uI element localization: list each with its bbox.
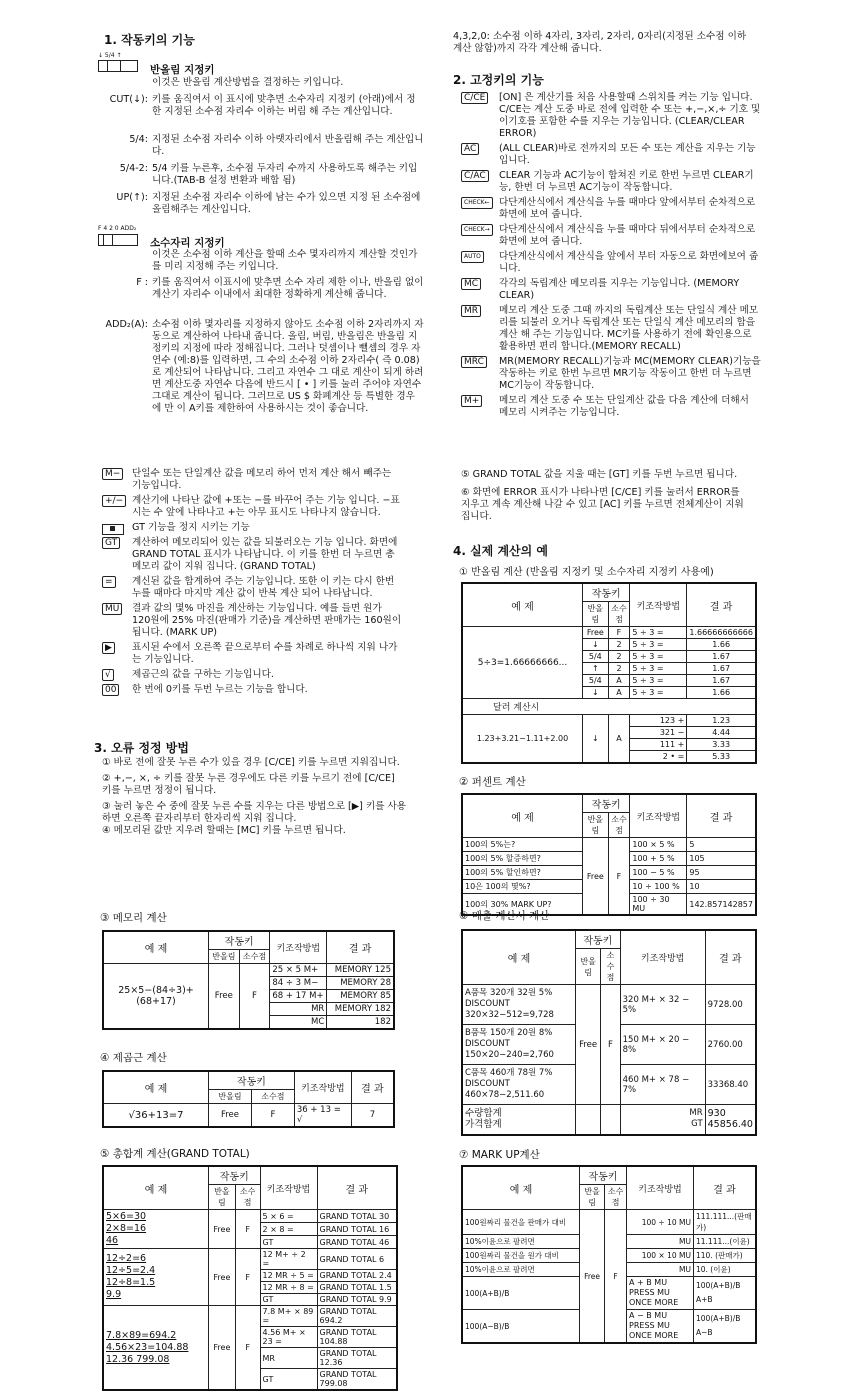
table-cell: GRAND TOTAL 16 xyxy=(317,1223,397,1236)
col-result: 결 과 xyxy=(351,1071,394,1104)
key-item xyxy=(102,537,402,573)
percent-calc-table: 예 제 작동키 키조작방법 결 과 반올림 소수점 100의 5%는? Free F 100 × 5 % 5 100의 5% 할증하면? 100 + 5 % 105 100의 5% 할인하면? 100 − 5 % 95 10은 100의 몇%? 10 ÷ 100 % 10 100의 30% MARK UP? 100 ÷ 30 MU 142.857142857 xyxy=(461,793,757,916)
key-item xyxy=(102,495,402,519)
table-cell: GRAND TOTAL 9.9 xyxy=(317,1294,397,1306)
table-cell: 5÷3=1.66666666... xyxy=(462,627,583,699)
key-desc: (ALL CLEAR)바로 전까지의 모든 수 또는 계산을 지우는 기능 입니다. xyxy=(499,143,756,166)
table-cell: 930 45856.40 xyxy=(705,1105,756,1135)
table-cell: 7 xyxy=(351,1104,394,1128)
cut-text: 키를 움직여서 이 표시에 맞추면 소수자리 지정키 (아래)에서 정한 지정된 소수점 자리수 이하는 버림 해 주는 계산입니다. xyxy=(152,94,416,117)
key-item xyxy=(102,522,402,534)
five-four-label: 5/4: xyxy=(129,134,148,145)
key-item xyxy=(102,468,402,492)
key-desc: 다단계산식에서 계산식을 누를 때마다 뒤에서부터 순차적으로 화면에 보여 줍니다. xyxy=(499,224,756,247)
col-keys: 작동키 xyxy=(209,1166,261,1185)
table-cell: 84 ÷ 3 M− xyxy=(270,977,327,990)
col-method: 키조작방법 xyxy=(630,583,687,627)
markup-calc-title: ⑦ MARK UP계산 xyxy=(459,1149,540,1161)
table-cell: 12÷2=6 12÷5=2.4 12÷8=1.5 9.9 xyxy=(103,1249,209,1306)
double-zero-key[interactable]: 00 xyxy=(102,684,119,696)
col-result: 결 과 xyxy=(317,1166,397,1210)
table-cell: MR GT xyxy=(620,1105,705,1135)
table-cell: GT xyxy=(260,1236,317,1249)
table-cell: 100(A+B)/B A+B xyxy=(694,1277,757,1310)
key-item xyxy=(461,305,761,353)
key-function-list xyxy=(102,468,402,699)
table-cell: A품목 320개 32원 5% DISCOUNT 320×32−512=9,728 xyxy=(462,985,576,1025)
five-four-two-text: 5/4 키를 누른후, 소수점 두자리 수까지 사용하도록 해주는 키입니다.(TAB-B 설정 변환과 배합 됨) xyxy=(152,163,418,186)
dollar-row-label: 달러 계산시 xyxy=(462,699,756,715)
col-keys: 작동키 xyxy=(576,930,621,949)
sqrt-calc-title: ④ 제곱근 계산 xyxy=(100,1052,167,1064)
table-cell: MEMORY 85 xyxy=(327,990,394,1003)
table-cell: 25 × 5 M+ xyxy=(270,964,327,977)
auto-key[interactable]: AUTO xyxy=(461,251,484,263)
col-method: 키조작방법 xyxy=(270,931,327,964)
key-item xyxy=(461,356,761,392)
table-cell: GT xyxy=(260,1369,317,1391)
table-cell: GRAND TOTAL 694.2 xyxy=(317,1306,397,1327)
table-cell: F xyxy=(251,1104,294,1128)
table-cell: MR xyxy=(270,1003,327,1016)
table-cell: 2 × 8 = xyxy=(260,1223,317,1236)
gt-key[interactable]: GT xyxy=(102,537,120,549)
five-four-two-label: 5/4-2: xyxy=(119,163,148,174)
up-text: 지정된 소수점 자리수 이하에 남는 수가 있으면 지정 된 소수점에 올림해주는 계산입니다. xyxy=(152,192,421,215)
col-dec: 소수점 xyxy=(235,1185,260,1210)
key-desc: GT 기능을 정지 시키는 기능 xyxy=(132,522,250,533)
check-back-key[interactable]: CHECK← xyxy=(461,197,493,209)
col-keys: 작동키 xyxy=(209,931,270,950)
col-dec: 소수점 xyxy=(239,950,270,964)
key-item xyxy=(102,669,402,681)
c-ce-key[interactable]: C/CE xyxy=(461,92,488,104)
col-result: 결 과 xyxy=(327,931,394,964)
col-dec: 소수점 xyxy=(251,1090,294,1104)
table-cell: C품목 460개 78원 7% DISCOUNT 460×78−2,511.60 xyxy=(462,1065,576,1105)
key-desc: 계산기에 나타난 값에 +또는 −를 바꾸어 주는 기능 입니다. −표시는 수 앞에 나타나고 +는 아무 표시도 나타나지 않습니다. xyxy=(132,495,400,518)
grand-total-table: 예 제 작동키 키조작방법 결 과 반올림 소수점 5×6=30 2×8=16 46 Free F 5 × 6 = GRAND TOTAL 30 2 × 8 = GRAND TOTAL 16 GT GRAND TOTAL 46 12÷2=6 12÷5=2.4 12÷8=1.5 9.9 Free F 12 M+ ÷ 2 = GRAND TOTAL 6 12 MR ÷ 5 = GRAND TOTAL 2.4 12 MR ÷ 8 = GRAND TOTAL 1.5 GT GRAND TOTAL 9.9 7.8×89=694.2 4.56×23=104.88 12.36 799.08 Free F 7.8 M+ × 89 = GRAND TOTAL 694.2 4.56 M+ × 23 = GRAND TOTAL 104.88 MR GRAND TOTAL 12.36 GT GRAND TOTAL 799.08 xyxy=(102,1165,398,1391)
table-cell: 100(A+B)/B A−B xyxy=(694,1310,757,1344)
table-cell: 12 MR ÷ 5 = xyxy=(260,1270,317,1282)
check-forward-key[interactable]: CHECK→ xyxy=(461,224,493,236)
table-cell: √36+13=7 xyxy=(103,1104,209,1128)
col-method: 키조작방법 xyxy=(627,1166,694,1210)
markup-calc-table: 예 제 작동키 키조작방법 결 과 반올림 소수점 100원짜리 물건을 판매가 대비 Free F 100 ÷ 10 MU 111.111...(판매가) 10%이윤으로 팔려면 MU 11.111...(이윤) 100원짜리 물건을 원가 대비 100 × 10 MU 110. (판매가) 10%이윤으로 팔려면 MU 10. (이윤) 100(A+B)/B A + B MU PRESS MU ONCE MORE 100(A+B)/B A+B 100(A−B)/B A − B MU PRESS MU ONCE MORE 100(A+B)/B A−B xyxy=(461,1165,757,1344)
rounding-switch-icon[interactable] xyxy=(98,60,138,72)
table-cell: 68 + 17 M+ xyxy=(270,990,327,1003)
cut-label: CUT(↓): xyxy=(109,94,148,105)
five-four-text: 지정된 소수점 자리수 이하 아랫자리에서 반올림해 주는 계산입니다. xyxy=(152,134,424,157)
col-result: 결 과 xyxy=(694,1166,757,1210)
table-cell: Free xyxy=(209,964,240,1030)
col-example: 예 제 xyxy=(462,794,583,838)
key-desc: 다단계산식에서 계산식을 누를 때마다 앞에서부터 순차적으로 화면에 보여 줍니다. xyxy=(499,197,756,220)
key-desc: 제곱근의 값을 구하는 기능입니다. xyxy=(132,669,274,680)
key-desc: 단일수 또는 단일계산 값을 메모리 하어 먼저 계산 해서 빼주는 기능입니다. xyxy=(132,468,392,491)
table-cell: MEMORY 182 xyxy=(327,1003,394,1016)
table-cell: GRAND TOTAL 6 xyxy=(317,1249,397,1270)
col-keys: 작동키 xyxy=(583,583,630,602)
decimal-switch-ticks: F 4 2 0 ADD₂ xyxy=(98,225,137,232)
key-item xyxy=(461,224,761,248)
table-cell: F xyxy=(239,964,270,1030)
mu-key[interactable]: MU xyxy=(102,603,122,615)
table-cell: 1.23+3.21−1.11+2.00 xyxy=(462,715,583,764)
backspace-key[interactable]: ▶ xyxy=(102,642,115,654)
section3-title: 3. 오류 정정 방법 xyxy=(94,741,189,755)
section2-title: 2. 고정키의 기능 xyxy=(453,73,544,87)
table-cell: 36 + 13 = √ xyxy=(294,1104,351,1128)
table-cell: MEMORY 28 xyxy=(327,977,394,990)
equals-key[interactable]: = xyxy=(102,576,116,588)
table-cell: A − B MU PRESS MU ONCE MORE xyxy=(627,1310,694,1344)
rounding-switch-ticks: ↓ 5/4 ↑ xyxy=(98,52,122,59)
key-desc: 계신된 값을 합계하여 주는 기능입니다. 또한 이 키는 다시 한번 누를 때마다 마지막 계산 값이 반복 계산 되어 나타납니다. xyxy=(132,576,395,599)
plus-minus-key[interactable]: +/− xyxy=(102,495,126,507)
key-desc: MR(MEMORY RECALL)기능과 MC(MEMORY CLEAR)기능을 작동하는 키로 한번 누르면 MR기능 작동이고 한번 더 누르면 MC기능이 작동합니다. xyxy=(499,356,761,391)
table-cell: 5×6=30 2×8=16 46 xyxy=(103,1210,209,1249)
col-round: 반올림 xyxy=(576,949,601,985)
up-label: UP(↑): xyxy=(116,192,148,203)
rounding-calc-title: ① 반올림 계산 (반올림 지정키 및 소수자리 지정키 사용예) xyxy=(459,567,714,578)
col-round: 반올림 xyxy=(583,602,609,627)
mrc-key[interactable]: MRC xyxy=(461,356,487,368)
table-cell: Free xyxy=(209,1104,252,1128)
key-desc: 계산하여 메모리되어 있는 값을 되불러오는 기능 입니다. 화면에 GRAND TOTAL 표시가 나타납니다. 이 키를 한번 더 누르면 총 메모리 값이 지워 집니다. (GRAND TOTAL) xyxy=(132,537,398,572)
col-dec: 소수점 xyxy=(608,602,630,627)
col-keys: 작동키 xyxy=(580,1166,627,1185)
col-example: 예 제 xyxy=(462,930,576,985)
key-item xyxy=(461,278,761,302)
col-round: 반올림 xyxy=(209,950,240,964)
table-cell: MEMORY 125 xyxy=(327,964,394,977)
table-cell: 7.8 M+ × 89 = xyxy=(260,1306,317,1327)
col-round: 반올림 xyxy=(209,1185,236,1210)
rounding-key-name: 반올림 지정키 xyxy=(150,64,215,76)
list-item: ① 바로 전에 잘못 누른 수가 있을 경우 [C/CE] 키를 누르면 지워집니다. xyxy=(102,757,400,768)
col-keys: 작동키 xyxy=(209,1071,295,1090)
fixed-key-list xyxy=(461,92,761,422)
decimal-desc: 이것은 소수점 이하 계산을 할때 소수 몇자리까지 계산할 것인가를 미리 지정해 주는 키입니다. xyxy=(152,249,418,272)
rounding-calc-table: 예 제 작동키 키조작방법 결 과 반올림 소수점 5÷3=1.66666666... Free F 5 ÷ 3 = 1.66666666666 ↓ 2 5 ÷ 3 = 1.66 5/4 2 5 ÷ 3 = 1.67 ↑ 2 5 ÷ 3 = 1.67 5/4 A 5 ÷ 3 = 1.67 ↓ A 5 ÷ 3 = 1.66 달러 계산시 1.23+3.21−1.11+2.00 ↓ A 123 + 1.23 321 − 4.44 111 + 3.33 2 • = 5.33 xyxy=(461,582,757,764)
col-result: 결 과 xyxy=(687,794,756,838)
mc-key[interactable]: MC xyxy=(461,278,481,290)
col-example: 예 제 xyxy=(462,1166,580,1210)
col-example: 예 제 xyxy=(103,1166,209,1210)
col-round: 반올림 xyxy=(580,1185,605,1210)
key-item xyxy=(102,576,402,600)
f-text: 키를 움직여서 이표시에 맞추면 소수 자리 제한 이나, 반올림 없이 계산기 자리수 이내에서 최대한 정확하게 계산해 줍니다. xyxy=(152,277,424,300)
list-item: ③ 눌러 놓은 수 중에 잘못 누른 수를 지우는 다른 방법으로 [▶] 키를 사용하면 오른쪽 끝자리부터 한자리씩 지워 집니다. xyxy=(102,801,407,824)
sqrt-calc-table xyxy=(102,1070,395,1128)
col-round: 반올림 xyxy=(209,1090,252,1104)
key-item xyxy=(102,603,402,639)
key-item xyxy=(461,197,761,221)
key-item xyxy=(461,92,761,140)
key-desc: CLEAR 기능과 AC기능이 합쳐진 키로 한번 누르면 CLEAR기능, 한번 더 누르면 AC기능이 작동합니다. xyxy=(499,170,754,193)
key-desc: 표시된 수에서 오른쪽 끝으로부터 수를 차례로 하나씩 지워 나가는 기능입니다. xyxy=(132,642,398,665)
list-item: ④ 메모리된 값만 지우려 할때는 [MC] 키를 누르면 됩니다. xyxy=(102,825,346,836)
c-ac-key[interactable]: C/AC xyxy=(461,170,489,182)
key-item xyxy=(102,684,402,696)
f-label: F : xyxy=(136,277,148,288)
memory-calc-table xyxy=(102,930,395,1030)
col-round: 반올림 xyxy=(583,813,609,838)
section4-title: 4. 실제 계산의 예 xyxy=(453,544,548,558)
col-example: 예 제 xyxy=(103,1071,209,1104)
key-desc: [ON] 은 계산기를 처음 사용할때 스위치를 켜는 기능 입니다. C/CE는 계산 도중 바로 전에 입력한 수 또는 +,−,×,÷ 기호 및 이기호를 포함한 수를 지우는 기능입니다. (CLEAR/CLEAR ERROR) xyxy=(499,92,761,139)
decimal-switch-icon[interactable] xyxy=(98,234,138,246)
key-item xyxy=(461,143,761,167)
table-cell: GRAND TOTAL 799.08 xyxy=(317,1369,397,1391)
mr-key[interactable]: MR xyxy=(461,305,481,317)
error-note: ⑥ 화면에 ERROR 표시가 나타나면 [C/CE] 키를 눌러서 ERROR를 지우고 계속 계산해 나갈 수 있고 [AC] 키를 누르면 전체계산이 지워 집니다. xyxy=(461,487,744,522)
col-method: 키조작방법 xyxy=(294,1071,351,1104)
ac-key[interactable]: AC xyxy=(461,143,479,155)
table-cell: MC xyxy=(270,1016,327,1030)
key-item xyxy=(102,642,402,666)
key-desc: 메모리 계산 도중 수 또는 단일계산 값을 다음 계산에 더해서 메모리 시켜주는 기능입니다. xyxy=(499,395,749,418)
table-cell: GRAND TOTAL 2.4 xyxy=(317,1270,397,1282)
key-desc: 다단계산식에서 계산식을 앞에서 부터 자동으로 화면에보여 줍니다. xyxy=(499,251,759,274)
rounding-desc: 이것은 반올림 계산방법을 결정하는 키입니다. xyxy=(152,77,344,88)
key-desc: 한 번에 0키를 두번 누르는 기능을 합니다. xyxy=(132,684,308,695)
table-cell: GT xyxy=(260,1294,317,1306)
error-correction-list xyxy=(102,757,407,837)
table-cell: 7.8×89=694.2 4.56×23=104.88 12.36 799.08 xyxy=(103,1306,209,1391)
col-example: 예 제 xyxy=(103,931,209,964)
gt-clear-note: ⑤ GRAND TOTAL 값을 지울 때는 [GT] 키를 두번 누르면 됩니다. xyxy=(461,469,738,480)
sales-calc-title: ⑥ 매출 계산서 계산 xyxy=(459,910,550,922)
col-method: 키조작방법 xyxy=(630,794,687,838)
table-cell: MR xyxy=(260,1348,317,1369)
table-cell: B품목 150개 20원 8% DISCOUNT 150×20−240=2,760 xyxy=(462,1025,576,1065)
list-item: ② +,−, ×, ÷ 키를 잘못 누른 경우에도 다른 키를 누르기 전에 [C/CE] 키를 누르면 정정이 됩니다. xyxy=(102,773,395,796)
col-dec: 소수점 xyxy=(608,813,630,838)
col-keys: 작동키 xyxy=(583,794,630,813)
table-cell: GRAND TOTAL 46 xyxy=(317,1236,397,1249)
table-cell: GRAND TOTAL 1.5 xyxy=(317,1282,397,1294)
table-cell: 4.56 M+ × 23 = xyxy=(260,1327,317,1348)
table-cell: GRAND TOTAL 30 xyxy=(317,1210,397,1223)
table-cell: 25×5−(84÷3)+ (68+17) xyxy=(103,964,209,1030)
add2-label: ADD₂(A): xyxy=(105,319,148,330)
add2-text: 소수점 이하 몇자리를 지정하지 않아도 소수점 이하 2자리까지 자동으로 계산하여 나타내 줍니다. 올림, 버림, 반올림은 반올림 지정키의 지정에 따라 정해집니다. 그러나 덧셈이나 뺄셈의 경우 자연수 (예:8)를 입력하면, 그 수의 소수점 이하 2자리수( 즉 0.08)로 계산되어 나타납니다. 그리고 자연수 그 대로 계산이 되게 하려면 계산도중 자연수 다음에 반드시 [ • ] 키를 눌러 주어야 자연수 그대로 계산이 됩니다. 그러므로 US $ 화폐계산 등 특별한 경우에 만 이 A키를 제한하여 사용하시는 것이 좋습니다. xyxy=(152,319,424,414)
sqrt-key[interactable]: √ xyxy=(102,669,114,681)
key-desc: 결과 값의 몇% 마진을 계산하는 기능입니다. 예를 들면 원가 120원에 25% 마진(판매가 기준)을 계산하면 판매가는 160원이 됩니다. (MARK UP) xyxy=(132,603,402,638)
col-example: 예 제 xyxy=(462,583,583,627)
gt-switch-icon[interactable] xyxy=(102,524,124,535)
grand-total-title: ⑤ 총합계 계산(GRAND TOTAL) xyxy=(100,1148,250,1160)
m-plus-key[interactable]: M+ xyxy=(461,395,482,407)
table-cell: 수량합계 가격합계 xyxy=(462,1105,576,1135)
section1-title: 1. 작동키의 기능 xyxy=(104,33,195,47)
key-desc: 메모리 계산 도중 그때 까지의 독립계산 또는 단일식 계산 메모리를 되불러 오거나 독립계산 또는 단일식 계산 메모리의 합을 계산 해 주는 기능입니다. MC키를 사용하기 전에 확인용으로 활용하면 편리 합니다.(MEMORY RECALL) xyxy=(499,305,759,352)
table-cell: 12 M+ ÷ 2 = xyxy=(260,1249,317,1270)
key-desc: 각각의 독립계산 메모리를 지우는 기능입니다. (MEMORY CLEAR) xyxy=(499,278,740,301)
key-item xyxy=(461,170,761,194)
table-cell: 5 × 6 = xyxy=(260,1210,317,1223)
col-dec: 소수점 xyxy=(605,1185,627,1210)
percent-calc-title: ② 퍼센트 계산 xyxy=(459,776,526,788)
key-item xyxy=(461,395,761,419)
col-result: 결 과 xyxy=(705,930,756,985)
m-minus-key[interactable]: M− xyxy=(102,468,123,480)
table-cell: A + B MU PRESS MU ONCE MORE xyxy=(627,1277,694,1310)
col-method: 키조작방법 xyxy=(260,1166,317,1210)
col-dec: 소수점 xyxy=(601,949,620,985)
decimal-places-note: 4,3,2,0: 소수점 이하 4자리, 3자리, 2자리, 0자리(지정된 소수점 이하 계산 않함)까지 각각 계산해 줍니다. xyxy=(453,31,747,54)
memory-calc-title: ③ 메모리 계산 xyxy=(100,912,167,924)
col-result: 결 과 xyxy=(687,583,756,627)
table-cell: GRAND TOTAL 104.88 xyxy=(317,1327,397,1348)
table-cell: 182 xyxy=(327,1016,394,1030)
sales-calc-table: 예 제 작동키 키조작방법 결 과 반올림 소수점 A품목 320개 32원 5% DISCOUNT 320×32−512=9,728 Free F 320 M+ × 32 − 5% 9728.00 B품목 150개 20원 8% DISCOUNT 150×20−240=2,760 150 M+ × 20 − 8% 2760.00 C품목 460개 78원 7% DISCOUNT 460×78−2,511.60 460 M+ × 78 − 7% 33368.40 수량합계 가격합계 MR GT 930 45856.40 xyxy=(461,929,757,1136)
table-cell: 12 MR ÷ 8 = xyxy=(260,1282,317,1294)
decimal-key-name: 소수자리 지정키 xyxy=(150,237,225,249)
col-method: 키조작방법 xyxy=(620,930,705,985)
key-item xyxy=(461,251,761,275)
table-cell: GRAND TOTAL 12.36 xyxy=(317,1348,397,1369)
